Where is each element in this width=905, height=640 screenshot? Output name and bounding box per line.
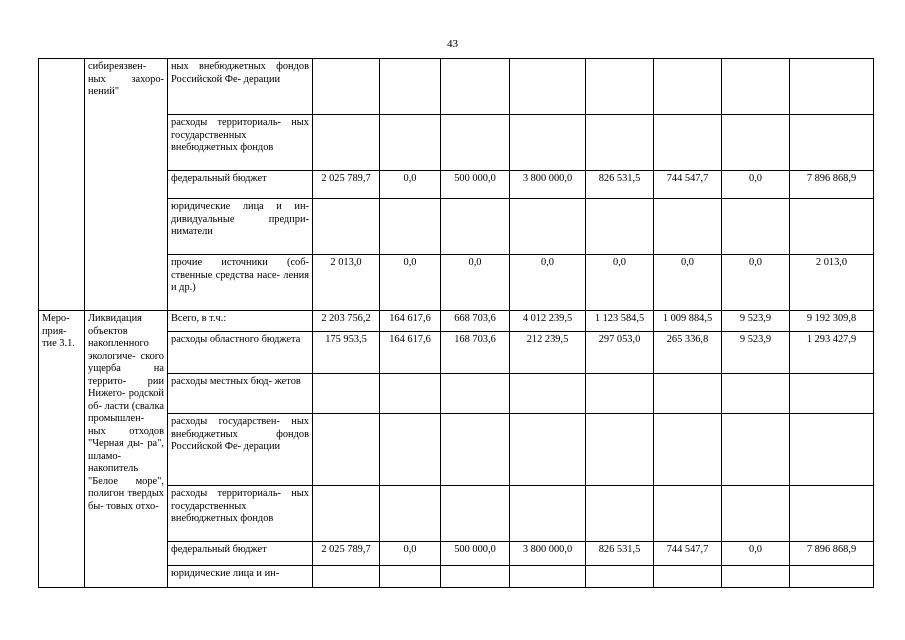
measure-name-cell: сибиреязвен- ных захоро- нений" xyxy=(85,59,168,311)
value-cell xyxy=(313,414,380,486)
measure-label-cell xyxy=(39,59,85,311)
value-cell xyxy=(510,486,586,542)
funding-source-cell: Всего, в т.ч.: xyxy=(168,311,313,332)
value-cell xyxy=(313,374,380,414)
value-cell: 9 523,9 xyxy=(722,311,790,332)
value-cell: 0,0 xyxy=(722,542,790,566)
value-cell: 744 547,7 xyxy=(654,542,722,566)
value-cell xyxy=(313,199,380,255)
value-cell: 2 203 756,2 xyxy=(313,311,380,332)
value-cell xyxy=(380,374,441,414)
financing-table xyxy=(38,58,874,588)
value-cell: 297 053,0 xyxy=(586,332,654,374)
value-cell xyxy=(313,566,380,588)
value-cell xyxy=(313,115,380,171)
value-cell: 164 617,6 xyxy=(380,332,441,374)
value-cell: 2 013,0 xyxy=(313,255,380,311)
value-cell xyxy=(510,115,586,171)
value-cell xyxy=(722,566,790,588)
funding-source-cell: ных внебюджетных фондов Российской Фе- дерации xyxy=(168,59,313,115)
value-cell xyxy=(441,566,510,588)
value-cell: 826 531,5 xyxy=(586,171,654,199)
value-cell xyxy=(441,115,510,171)
value-cell: 3 800 000,0 xyxy=(510,542,586,566)
value-cell: 744 547,7 xyxy=(654,171,722,199)
value-cell xyxy=(790,199,874,255)
value-cell xyxy=(790,414,874,486)
value-cell: 0,0 xyxy=(586,255,654,311)
value-cell: 2 025 789,7 xyxy=(313,542,380,566)
value-cell xyxy=(586,374,654,414)
value-cell xyxy=(586,115,654,171)
value-cell: 2 013,0 xyxy=(790,255,874,311)
funding-source-cell: юридические лица и ин- дивидуальные предпри- ниматели xyxy=(168,199,313,255)
value-cell xyxy=(510,414,586,486)
value-cell: 826 531,5 xyxy=(586,542,654,566)
value-cell: 168 703,6 xyxy=(441,332,510,374)
value-cell xyxy=(586,566,654,588)
value-cell: 4 012 239,5 xyxy=(510,311,586,332)
value-cell xyxy=(313,486,380,542)
value-cell: 1 009 884,5 xyxy=(654,311,722,332)
value-cell: 7 896 868,9 xyxy=(790,542,874,566)
value-cell xyxy=(380,199,441,255)
value-cell xyxy=(510,59,586,115)
value-cell xyxy=(586,486,654,542)
funding-source-cell: юридические лица и ин- xyxy=(168,566,313,588)
value-cell: 0,0 xyxy=(380,542,441,566)
value-cell xyxy=(510,566,586,588)
funding-source-cell: федеральный бюджет xyxy=(168,171,313,199)
value-cell xyxy=(313,59,380,115)
value-cell: 164 617,6 xyxy=(380,311,441,332)
value-cell xyxy=(510,199,586,255)
page-number: 43 xyxy=(447,38,458,50)
value-cell xyxy=(586,414,654,486)
value-cell xyxy=(380,414,441,486)
value-cell xyxy=(441,199,510,255)
value-cell xyxy=(380,566,441,588)
value-cell xyxy=(441,414,510,486)
value-cell xyxy=(790,59,874,115)
value-cell xyxy=(441,374,510,414)
value-cell xyxy=(790,566,874,588)
funding-source-cell: расходы местных бюд- жетов xyxy=(168,374,313,414)
value-cell xyxy=(654,414,722,486)
value-cell: 1 293 427,9 xyxy=(790,332,874,374)
value-cell: 0,0 xyxy=(654,255,722,311)
value-cell: 0,0 xyxy=(722,255,790,311)
value-cell: 500 000,0 xyxy=(441,171,510,199)
value-cell: 668 703,6 xyxy=(441,311,510,332)
value-cell: 7 896 868,9 xyxy=(790,171,874,199)
value-cell xyxy=(654,486,722,542)
value-cell xyxy=(441,486,510,542)
value-cell xyxy=(654,374,722,414)
value-cell xyxy=(654,566,722,588)
measure-label-cell: Меро- прия- тие 3.1. xyxy=(39,311,85,588)
value-cell xyxy=(441,59,510,115)
value-cell xyxy=(722,486,790,542)
value-cell xyxy=(654,115,722,171)
value-cell: 0,0 xyxy=(380,255,441,311)
value-cell xyxy=(790,374,874,414)
value-cell: 0,0 xyxy=(380,171,441,199)
value-cell xyxy=(380,59,441,115)
value-cell: 265 336,8 xyxy=(654,332,722,374)
value-cell: 212 239,5 xyxy=(510,332,586,374)
value-cell: 0,0 xyxy=(510,255,586,311)
funding-source-cell: прочие источники (соб- ственные средства насе- ления и др.) xyxy=(168,255,313,311)
value-cell: 0,0 xyxy=(441,255,510,311)
funding-source-cell: расходы территориаль- ных государственных внебюджетных фондов xyxy=(168,486,313,542)
value-cell: 9 192 309,8 xyxy=(790,311,874,332)
value-cell xyxy=(790,115,874,171)
value-cell: 175 953,5 xyxy=(313,332,380,374)
value-cell xyxy=(380,115,441,171)
value-cell: 1 123 584,5 xyxy=(586,311,654,332)
value-cell xyxy=(510,374,586,414)
value-cell: 3 800 000,0 xyxy=(510,171,586,199)
value-cell xyxy=(722,59,790,115)
value-cell xyxy=(722,115,790,171)
value-cell xyxy=(790,486,874,542)
value-cell xyxy=(654,59,722,115)
value-cell xyxy=(586,199,654,255)
value-cell: 500 000,0 xyxy=(441,542,510,566)
value-cell: 9 523,9 xyxy=(722,332,790,374)
measure-name-cell: Ликвидация объектов накопленного экологиче- ского ущерба на террито- рии Нижего- родской об- ласти (свалка промышлен- ных отходов "Черная ды- ра", шламо- накопитель "Белое море", полигон твердых бы- товых отхо- xyxy=(85,311,168,588)
value-cell xyxy=(722,414,790,486)
funding-source-cell: расходы территориаль- ных государственных внебюджетных фондов xyxy=(168,115,313,171)
value-cell: 0,0 xyxy=(722,171,790,199)
funding-source-cell: расходы государствен- ных внебюджетных фондов Российской Фе- дерации xyxy=(168,414,313,486)
funding-source-cell: федеральный бюджет xyxy=(168,542,313,566)
value-cell: 2 025 789,7 xyxy=(313,171,380,199)
value-cell xyxy=(722,374,790,414)
value-cell xyxy=(380,486,441,542)
table-row xyxy=(39,311,874,332)
table-row xyxy=(39,59,874,115)
value-cell xyxy=(654,199,722,255)
funding-source-cell: расходы областного бюджета xyxy=(168,332,313,374)
value-cell xyxy=(722,199,790,255)
value-cell xyxy=(586,59,654,115)
